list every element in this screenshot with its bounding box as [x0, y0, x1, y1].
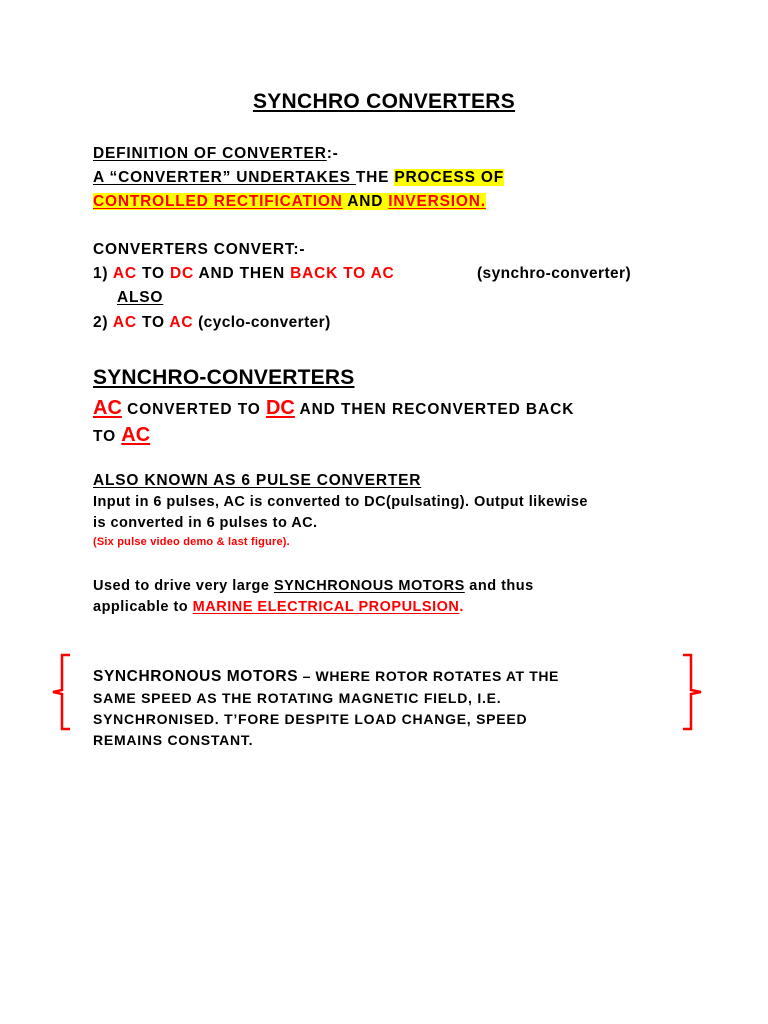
pulse-line-1: Input in 6 pulses, AC is converted to DC(pulsating). Output likewise	[93, 494, 588, 510]
left-brace-icon	[46, 652, 76, 732]
item-1-and-then: AND THEN	[193, 265, 291, 282]
synchro-converted-to: CONVERTED TO	[121, 401, 266, 418]
inversion-text: INVERSION.	[388, 193, 486, 210]
item-1-back-to-ac: BACK TO AC	[290, 265, 395, 282]
motors-line-3: SYNCHRONISED. T’FORE DESPITE LOAD CHANGE, SPEED	[93, 711, 528, 727]
convert-item-2	[93, 314, 331, 332]
page-title: SYNCHRO CONVERTERS	[252, 90, 516, 113]
usage-and-thus: and thus	[464, 578, 534, 594]
synchro-line-1	[93, 397, 574, 420]
item-1-number: 1)	[93, 265, 113, 282]
definition-and: AND	[342, 193, 389, 210]
motors-term: SYNCHRONOUS MOTORS	[93, 668, 299, 685]
definition-process-of: PROCESS OF	[394, 169, 505, 186]
item-2-ac-target: AC	[169, 314, 194, 331]
synchro-converters-heading: SYNCHRO-CONVERTERS	[93, 366, 355, 389]
synchro-reconverted: AND THEN RECONVERTED BACK	[294, 401, 575, 418]
usage-period: .	[459, 599, 464, 615]
item-1-ac: AC	[112, 265, 137, 282]
usage-synchronous-motors: SYNCHRONOUS MOTORS	[273, 578, 465, 594]
item-2-to: TO	[136, 314, 170, 331]
controlled-rectification-text: CONTROLLED RECTIFICATION	[93, 193, 343, 210]
motors-line-1-text: – WHERE ROTOR ROTATES AT THE	[298, 668, 559, 684]
definition-heading-suffix: :-	[326, 145, 339, 162]
usage-used-to-drive: Used to drive very large	[93, 578, 274, 594]
pulse-note: (Six pulse video demo & last figure).	[93, 536, 290, 548]
synchro-to: TO	[93, 428, 122, 445]
pulse-heading: ALSO KNOWN AS 6 PULSE CONVERTER	[93, 472, 422, 489]
convert-item-1	[93, 265, 395, 283]
item-2-note: (cyclo-converter)	[193, 314, 331, 331]
item-1-dc: DC	[169, 265, 194, 282]
definition-heading-text: DEFINITION OF CONVERTER	[93, 145, 327, 162]
definition-line-2	[93, 193, 486, 211]
definition-line-1	[93, 169, 504, 187]
motors-line-1	[93, 668, 559, 686]
synchro-ac-final: AC	[121, 424, 151, 446]
synchro-dc: DC	[265, 397, 295, 419]
item-2-ac: AC	[112, 314, 137, 331]
item-2-number: 2)	[93, 314, 113, 331]
converters-convert-heading: CONVERTERS CONVERT:-	[93, 241, 306, 258]
item-1-note: (synchro-converter)	[477, 265, 632, 282]
usage-applicable-to: applicable to	[93, 599, 193, 615]
item-1-to: TO	[136, 265, 170, 282]
right-brace-icon	[677, 652, 707, 732]
usage-line-2	[93, 599, 464, 615]
usage-line-1	[93, 578, 534, 594]
definition-converter-phrase: A “CONVERTER” UNDERTAKES	[93, 169, 356, 186]
synchro-line-2	[93, 424, 150, 447]
also-text: ALSO	[117, 289, 164, 306]
synchro-ac: AC	[93, 397, 122, 419]
definition-the: THE	[355, 169, 395, 186]
motors-line-4: REMAINS CONSTANT.	[93, 732, 254, 748]
usage-marine-propulsion: MARINE ELECTRICAL PROPULSION	[192, 599, 460, 615]
pulse-line-2: is converted in 6 pulses to AC.	[93, 515, 318, 531]
motors-line-2: SAME SPEED AS THE ROTATING MAGNETIC FIELD, I.E.	[93, 690, 502, 706]
definition-heading	[93, 145, 339, 163]
